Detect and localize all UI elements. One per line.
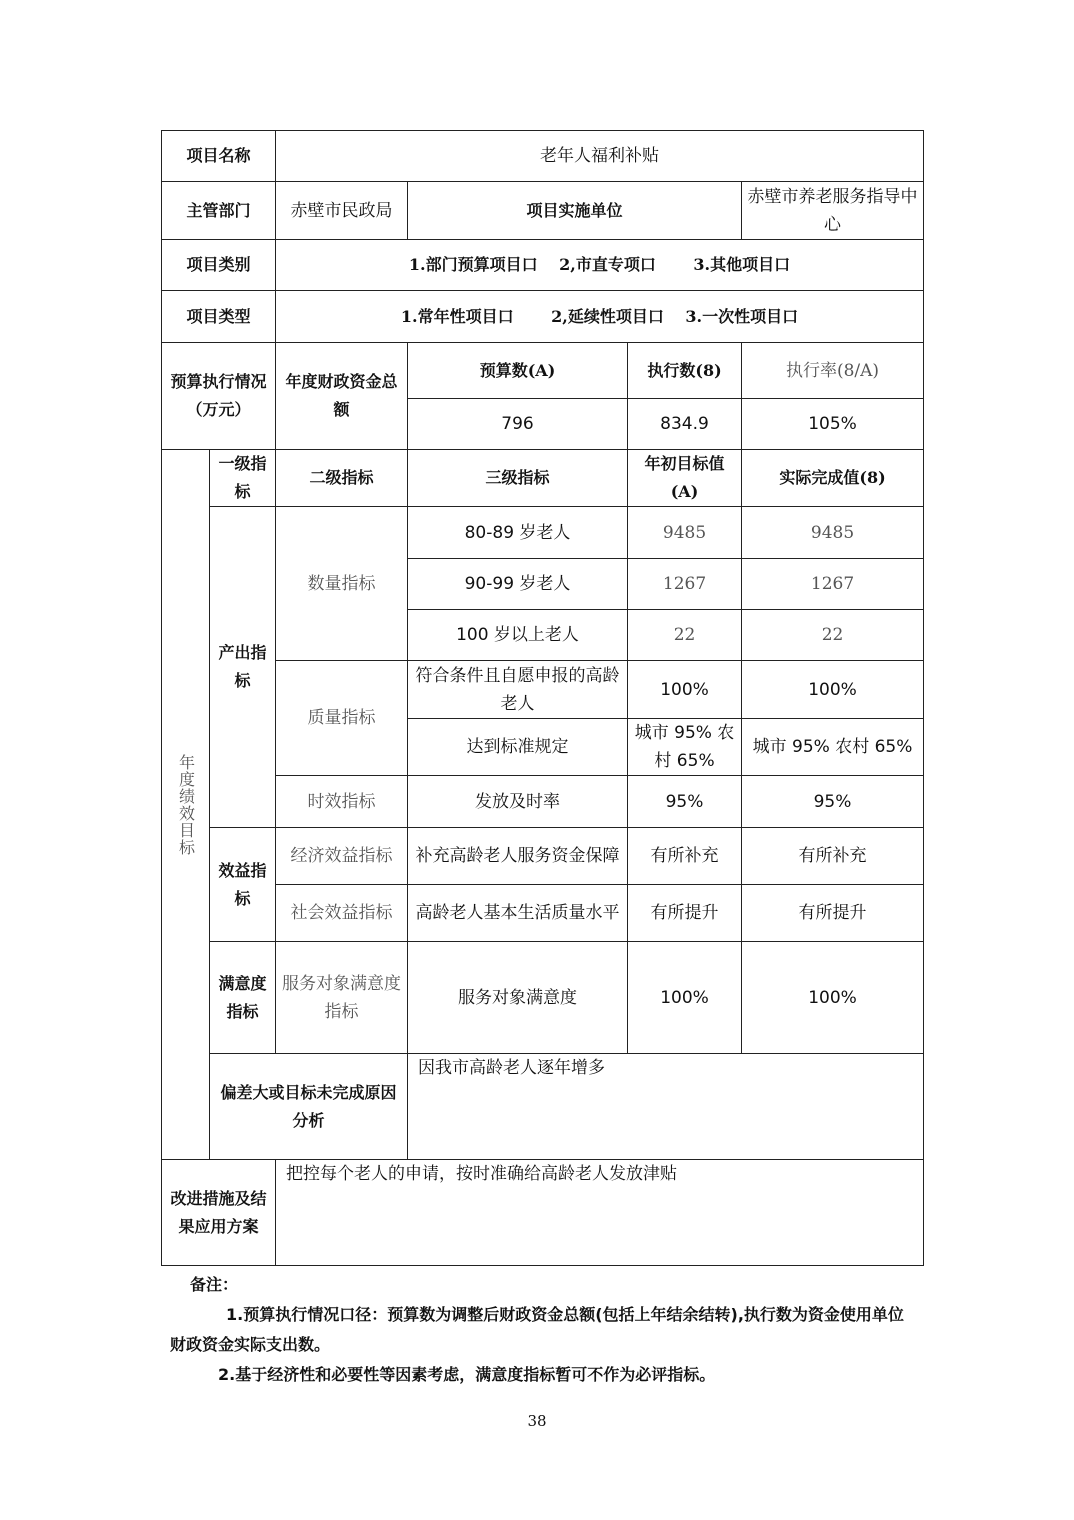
header-target: 年初目标值(A) [628,450,742,507]
l3-cell: 90-99 岁老人 [408,559,628,610]
label-improve: 改进措施及结果应用方案 [162,1160,276,1266]
actual-cell: 城市 95% 农村 65% [742,719,924,776]
l3-cell: 服务对象满意度 [408,942,628,1054]
header-lvl3: 三级指标 [408,450,628,507]
l2-cell: 经济效益指标 [276,828,408,885]
page-number: 38 [527,1412,547,1430]
category: 1.部门预算项目口 2,市直专项口 3.其他项目口 [276,240,924,291]
rate-value: 105% [742,399,924,450]
executed-value: 834.9 [628,399,742,450]
actual-cell: 有所补充 [742,828,924,885]
l3-cell: 补充高龄老人服务资金保障 [408,828,628,885]
header-rate: 执行率(8/A) [742,343,924,399]
l2-cell: 服务对象满意度指标 [276,942,408,1054]
actual-cell: 95% [742,776,924,828]
target-cell: 22 [628,610,742,661]
target-cell: 9485 [628,507,742,559]
l2-cell: 时效指标 [276,776,408,828]
target-cell: 95% [628,776,742,828]
improve-text: 把控每个老人的申请，按时准确给高龄老人发放津贴 [276,1160,924,1266]
actual-cell: 22 [742,610,924,661]
notes-title: 备注： [190,1275,239,1294]
impl-unit: 赤壁市养老服务指导中心 [742,182,924,240]
l2-cell: 质量指标 [276,661,408,776]
actual-cell: 100% [742,942,924,1054]
l3-cell: 80-89 岁老人 [408,507,628,559]
target-cell: 有所补充 [628,828,742,885]
dept: 赤壁市民政局 [276,182,408,240]
label-type: 项目类型 [162,291,276,343]
actual-cell: 100% [742,661,924,719]
label-annual-goals: 年度绩效目标 [162,450,210,1160]
l2-cell: 数量指标 [276,507,408,661]
label-project-name: 项目名称 [162,131,276,182]
label-output: 产出指标 [210,507,276,828]
label-impl-unit: 项目实施单位 [408,182,742,240]
label-benefit: 效益指标 [210,828,276,942]
label-budget-exec: 预算执行情况（万元） [162,343,276,450]
deviation-text: 因我市高龄老人逐年增多 [408,1054,924,1160]
notes [170,1270,910,1390]
l3-cell: 符合条件且自愿申报的高龄老人 [408,661,628,719]
actual-cell: 1267 [742,559,924,610]
note-1: 1.预算执行情况口径：预算数为调整后财政资金总额(包括上年结余结转),执行数为资金使用单位财政资金实际支出数。 [170,1305,904,1354]
l3-cell: 100 岁以上老人 [408,610,628,661]
performance-table [161,130,924,1266]
target-cell: 100% [628,661,742,719]
l2-cell: 社会效益指标 [276,885,408,942]
target-cell: 有所提升 [628,885,742,942]
target-cell: 1267 [628,559,742,610]
target-cell: 100% [628,942,742,1054]
budget-value: 796 [408,399,628,450]
label-satisfaction: 满意度指标 [210,942,276,1054]
actual-cell: 9485 [742,507,924,559]
l3-cell: 达到标准规定 [408,719,628,776]
actual-cell: 有所提升 [742,885,924,942]
label-deviation: 偏差大或目标未完成原因分析 [210,1054,408,1160]
l3-cell: 高龄老人基本生活质量水平 [408,885,628,942]
header-lvl1: 一级指标 [210,450,276,507]
header-budget: 预算数(A) [408,343,628,399]
type: 1.常年性项目口 2,延续性项目口 3.一次性项目口 [276,291,924,343]
header-actual: 实际完成值(8) [742,450,924,507]
label-annual-total: 年度财政资金总额 [276,343,408,450]
header-executed: 执行数(8) [628,343,742,399]
target-cell: 城市 95% 农村 65% [628,719,742,776]
header-lvl2: 二级指标 [276,450,408,507]
note-2: 2.基于经济性和必要性等因素考虑，满意度指标暂可不作为必评指标。 [218,1365,716,1384]
project-name: 老年人福利补贴 [276,131,924,182]
l3-cell: 发放及时率 [408,776,628,828]
label-category: 项目类别 [162,240,276,291]
label-dept: 主管部门 [162,182,276,240]
